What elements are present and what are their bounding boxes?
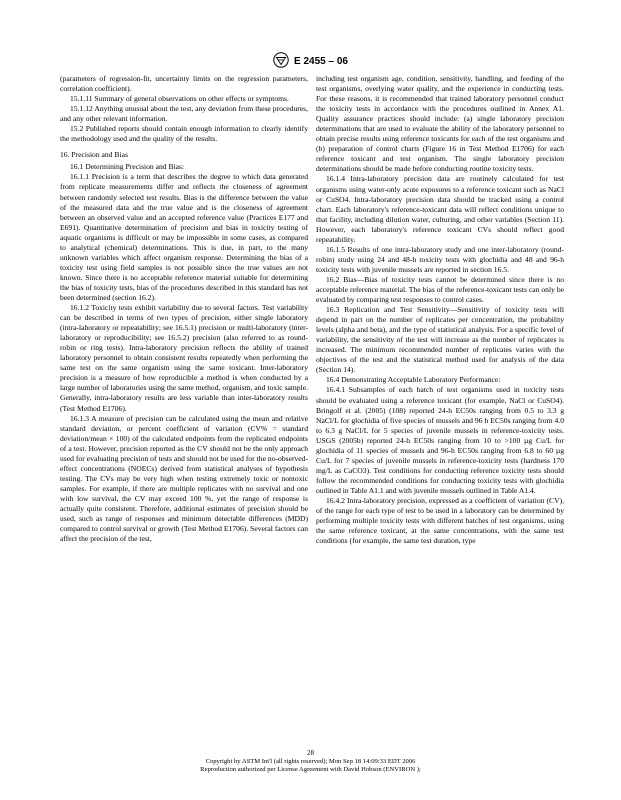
paragraph: 16.3 Replication and Test Sensitivity—Sensitivity of toxicity tests will depend in part on the number of replicates per concentration, the probability levels (alpha and beta), and the type of statistical analysis. For a specific level of variability, the sensitivity of the test will increase as the number of replicates is increased. The minimum recommended number of replicates varies with the objectives of the test and the statistical method used for analysis of the data (Section 14). <box>316 305 564 375</box>
document-designation: E 2455 – 06 <box>294 56 348 68</box>
paragraph: including test organism age, condition, sensitivity, handling, and feeding of the test organisms, overlying water quality, and the experience in conducting tests. For these reasons, it is recommended that trained laboratory personnel conduct the toxicity tests in accordance with the procedures outlined in Annex A1. Quality assurance practices should include: (a) single laboratory precision determinations that are used to evaluate the ability of the laboratory personnel to obtain precise results using reference toxicants for each of the test organisms and (b) preparation of control charts (Figure 16 in Test Method E1706) for each reference toxicant and test organism. The single laboratory precision determinations should be made before conducting routine toxicity tests. <box>316 74 564 174</box>
right-column <box>316 74 564 546</box>
subsection-heading: 16.1 Determining Precision and Bias: <box>70 162 185 172</box>
paragraph: 15.1.12 Anything unusual about the test, any deviation from these procedures, and any other relevant information. <box>60 104 308 124</box>
paragraph: 16.4.1 Subsamples of each batch of test organisms used in toxicity tests should be evaluated using a reference toxicant (for example, NaCl or CuSO4). Bringolf et al. (2005) (108) reported 24-h EC50s ranging from 0.5 to 3.3 g NaCl/L for glochidia of five species of mussels and 96 h EC50s ranging from 4.0 to 6.3 g NaCl/L for 5 species of juvenile mussels in reference-toxicity tests. USGS (2005b) reported 24-h EC50s ranging from 10 to >100 µg Cu/L for glochidia of 11 species of mussels and 96-h EC50s ranging from 6.8 to 60 µg Cu/L for 7 species of juvenile mussels in reference-toxicity tests (hardness 170 mg/L as CaCO3). Test conditions for conducting reference toxicity tests should follow the recommended conditions for conducting toxicity tests with glochidia outlined in Table A1.1 and with juvenile mussels outlined in Table A1.4. <box>316 385 564 495</box>
paragraph: 16.1.3 A measure of precision can be calculated using the mean and relative standard deviation, or percent coefficient of variation (CV% = standard deviation/mean × 100) of the calculated endpoints from the replicated endpoints of a test. However, precision reported as the CV should not be the only approach used for evaluating precision of tests and should not be used for the no-observed-effect concentrations (NOECs) derived from statistical analyses of hypothesis testing. The CVs may be very high when testing extremely toxic or nontoxic samples. For example, if there are multiple replicates with no survival and one with low survival, the CV may exceed 100 %, yet the range of response is actually quite consistent. Therefore, additional estimates of precision should be used, such as range of responses and minimum detectable differences (MDD) compared to control survival or growth (Test Method E1706). Several factors can affect the precision of the test, <box>60 413 308 544</box>
license-line: Reproduction authorized per License Agreement with David Hobson (ENVIRON ); <box>200 766 421 774</box>
paragraph: 16.1.5 Results of one intra-laboratory study and one inter-laboratory (round-robin) study using 24 and 48-h toxicity tests with glochidia and 48 and 96-h toxicity tests with juvenile mussels are reported in section 16.5. <box>316 244 564 274</box>
section-heading: 16. Precision and Bias <box>60 150 128 160</box>
page-header <box>0 52 621 71</box>
paragraph: 16.1.4 Intra-laboratory precision data are routinely calculated for test organisms using water-only acute exposures to a reference toxicant such as NaCl or CuSO4. Intra-laboratory precision data should be tracked using a control chart. Each laboratory's reference-toxicant data will reflect conditions unique to that facility, including dilution water, culturing, and other variables (Section 11). However, each laboratory's reference toxicant CVs should reflect good repeatability. <box>316 174 564 244</box>
copyright-line: Copyright by ASTM Int'l (all rights reserved); Mon Sep 18 14:09:33 EDT 2006 <box>205 757 416 765</box>
paragraph: 16.2 Bias—Bias of toxicity tests cannot be determined since there is no acceptable reference material. The bias of the reference-toxicant tests can only be evaluated by comparing test responses to control cases. <box>316 274 564 305</box>
left-column <box>60 74 308 544</box>
paragraph: 16.4.2 Intra-laboratory precision, expressed as a coefficient of variation (CV), of the range for each type of test to be used in a laboratory can be determined by performing multiple toxicity tests with different batches of test organisms, using the same reference toxicant, at the same concentrations, with the same test conditions (for example, the same test duration, type <box>316 495 564 546</box>
paragraph: (parameters of regression-fit, uncertainty limits on the regression parameters, correlation coefficient). <box>60 74 308 94</box>
paragraph: 16.1.2 Toxicity tests exhibit variability due to several factors. Test variability can be described in terms of two types of precision, either single laboratory (intra-laboratory or repeatability; see 16.5.1) precision or multi-laboratory (inter-laboratory or reproducibility; see 16.5.2) precision (also referred to as round-robin or ring tests). Intra-laboratory precision reflects the ability of trained laboratory personnel to obtain consistent results repeatedly when performing the same test on the same organism using the same toxicant. Inter-laboratory precision is a measure of how reproducible a method is when conducted by a large number of laboratories using the same method, organism, and toxic sample. Generally, intra-laboratory results are less variable than inter-laboratory results (Test Method E1706). <box>60 303 308 413</box>
paragraph: 16.1.1 Precision is a term that describes the degree to which data generated from replicate measurements differ and reflects the closeness of agreement between randomly selected test results. Bias is the difference between the value of the measured data and the true value and is the closeness of agreement between an observed value and an accepted reference value (Practices E177 and E691). Quantitative determination of precision and bias in toxicity testing of aquatic organisms is difficult or may be impossible in some cases, as compared to analytical (chemical) determinations. This is due, in part, to the many unknown variables which affect organism response. Determining the bias of a toxicity test using field samples is not possible since the true values are not known. Since there is no acceptable reference material suitable for determining the bias of toxicity tests, bias of the procedures described in this standard has not been determined (section 16.2). <box>60 172 308 302</box>
subsection-heading: 16.4 Demonstrating Acceptable Laboratory Performance: <box>326 375 501 385</box>
page-number: 28 <box>307 749 314 757</box>
astm-logo-icon <box>273 52 289 71</box>
paragraph: 15.1.11 Summary of general observations on other effects or symptoms. <box>70 94 289 104</box>
page-footer <box>0 749 621 775</box>
paragraph: 15.2 Published reports should contain enough information to clearly identify the methodology used and the quality of the results. <box>60 124 308 144</box>
